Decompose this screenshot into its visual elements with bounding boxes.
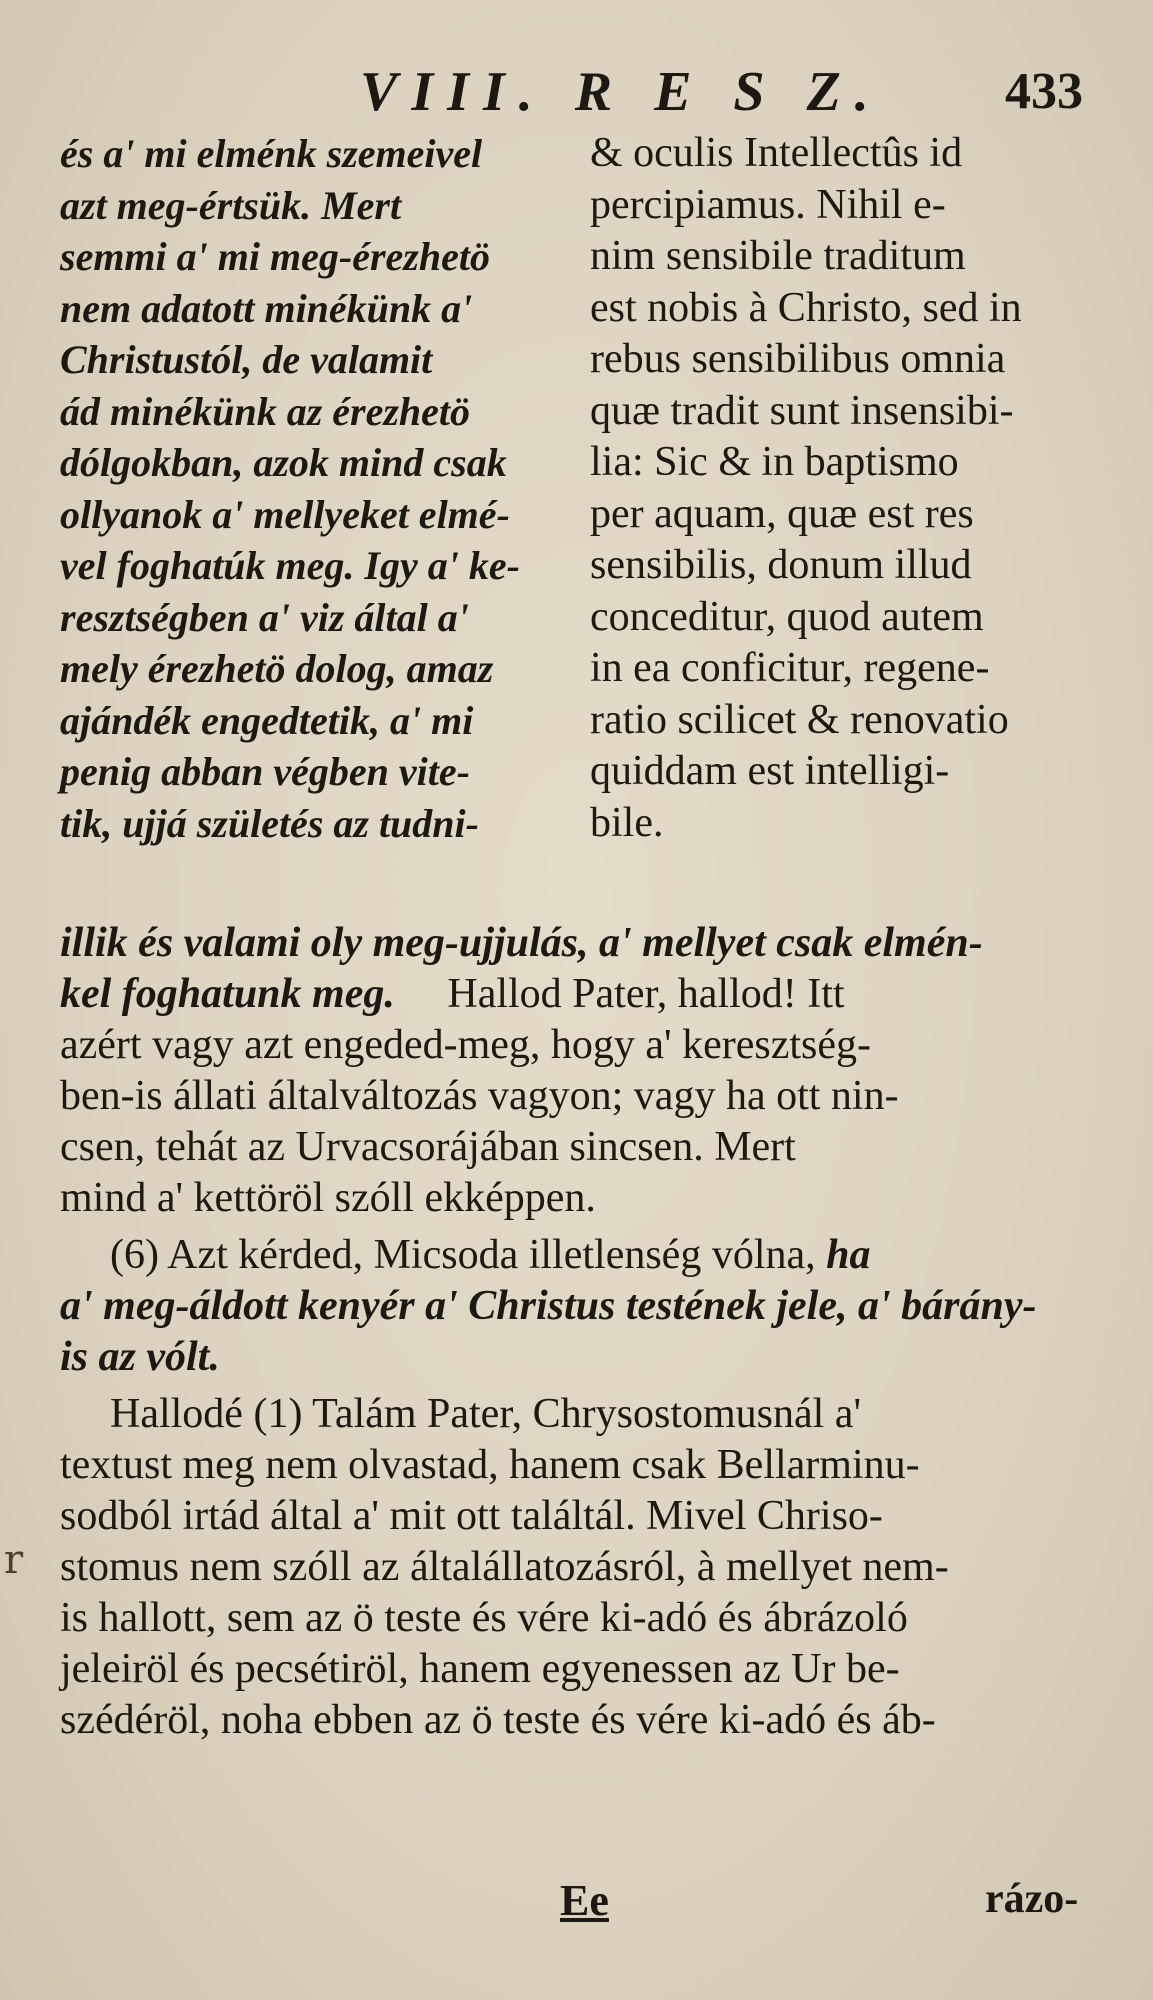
right-line: rebus sensibilibus omnia [590,336,1006,382]
paragraph-7-line: is hallott, sem az ö teste és vére ki-adó és ábrázoló [60,1595,908,1641]
right-line: sensibilis, donum illud [590,542,972,588]
left-line: ád minékünk az érezhetö [60,388,471,434]
right-line: ratio scilicet & renovatio [590,696,1009,743]
left-line: dólgokban, azok mind csak [60,440,507,485]
left-line: tik, ujjá születés az tudni- [60,800,479,846]
paragraph-7-line: Hallodé (1) Talám Pater, Chrysostomusnál a' [110,1391,862,1437]
right-line: bile. [590,799,664,846]
hungarian-column [60,128,570,849]
left-line: resztségben a' viz által a' [60,594,469,640]
right-line: percipiamus. Nihil e- [590,181,946,228]
paragraph-6-line [60,1230,1090,1281]
paragraph-6-line: is az vólt. [60,1334,220,1380]
left-line: semmi a' mi meg-érezhetö [60,234,490,279]
page-number: 433 [1005,63,1083,120]
right-line: lia: Sic & in baptismo [590,439,959,485]
catchword: rázo- [985,1876,1079,1922]
left-line: penig abban végben vite- [60,749,470,794]
right-line: per aquam, quæ est res [590,490,974,537]
margin-mark: r [4,1537,24,1583]
right-line: & oculis Intellectûs id [590,130,963,176]
left-line: és a' mi elménk szemeivel [60,131,483,176]
chapter-title: VIII. R E S Z. [360,61,883,123]
paragraph-7-line: stomus nem szóll az általállatozásról, à mellyet nem- [60,1544,949,1590]
left-line: azt meg-értsük. Mert [60,182,402,228]
body-line: illik és valami oly meg-ujjulás, a' mellyet csak elmén- [60,920,983,966]
left-line: ajándék engedtetik, a' mi [60,697,474,743]
left-line: nem adatott minékünk a' [60,285,473,331]
left-line: vel foghatúk meg. Igy a' ke- [60,543,520,588]
body-line-italic: kel foghatunk meg. [60,971,395,1017]
paragraph-7-line: jeleiröl és pecsétiröl, hanem egyenessen az Ur be- [60,1646,900,1692]
paragraph-6-italic: ha [826,1232,871,1278]
left-line: ollyanok a' mellyeket elmé- [60,491,510,537]
left-line: mely érezhetö dolog, amaz [60,646,494,691]
body-line: csen, tehát az Urvacsorájában sincsen. Mert [60,1124,796,1170]
body-line [60,969,1090,1020]
body-line: azért vagy azt engeded-meg, hogy a' keresztség- [60,1022,872,1068]
page-footer [0,1875,1153,1945]
running-head [0,60,1153,130]
right-line: quæ tradit sunt insensibi- [590,387,1014,434]
body-line-roman: Hallod Pater, hallod! Itt [447,971,845,1017]
body-line: mind a' kettöröl szóll ekképpen. [60,1175,596,1221]
paragraph-6-roman: (6) Azt kérded, Micsoda illetlenség vólna, [110,1232,816,1278]
parallel-columns [60,128,1090,918]
right-line: quiddam est intelligi- [590,748,950,794]
signature-mark: Ee [560,1876,609,1925]
paragraph-6-line: a' meg-áldott kenyér a' Christus testének jele, a' bárány- [60,1283,1037,1329]
left-line: Christustól, de valamit [60,337,433,382]
paragraph-7-line: szédéröl, noha ebben az ö teste és vére ki-adó és áb- [60,1697,936,1743]
full-width-text [60,918,1090,1746]
paragraph-7-line: textust meg nem olvastad, hanem csak Bellarminu- [60,1442,920,1488]
right-line: nim sensibile traditum [590,233,966,279]
paragraph-7-line: sodból irtád által a' mit ott találtál. Mivel Chriso- [60,1493,883,1539]
right-line: in ea conficitur, regene- [590,645,990,691]
body-line: ben-is állati általváltozás vagyon; vagy ha ott nin- [60,1073,899,1119]
right-line: conceditur, quod autem [590,593,984,640]
latin-column [590,128,1090,849]
right-line: est nobis à Christo, sed in [590,284,1022,331]
